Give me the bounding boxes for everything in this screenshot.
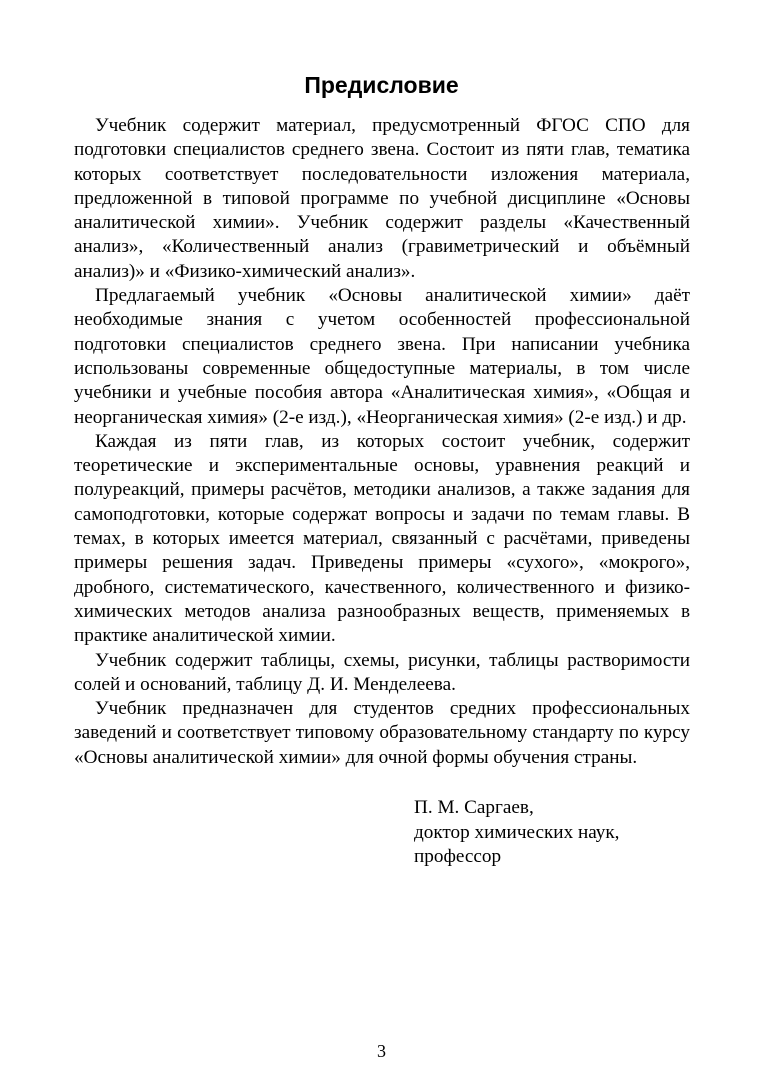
paragraph-2: Предлагаемый учебник «Основы аналитической химии» даёт необходимые знания с учетом особенностей профессиональной подготовки специалистов среднего звена. При написании учебника использованы современные общедоступные материалы, в том числе учебники и учебные пособия автора «Аналитическая химия», «Общая и неорганическая химия» (2-е изд.), «Неорганическая химия» (2-е изд.) и др. bbox=[74, 285, 690, 428]
preface-body bbox=[74, 114, 690, 770]
author-position: профессор bbox=[414, 846, 502, 867]
page-title: Предисловие bbox=[304, 72, 459, 98]
author-signature bbox=[414, 796, 619, 870]
paragraph-4: Учебник содержит таблицы, схемы, рисунки, таблицы растворимости солей и оснований, таблицу Д. И. Менделеева. bbox=[74, 649, 690, 695]
author-name: П. М. Саргаев, bbox=[414, 797, 534, 818]
author-degree: доктор химических наук, bbox=[414, 821, 620, 843]
paragraph-5: Учебник предназначен для студентов средних профессиональных заведений и соответствует типовому образовательному стандарту по курсу «Основы аналитической химии» для очной формы обучения страны. bbox=[74, 698, 690, 768]
paragraph-1: Учебник содержит материал, предусмотренный ФГОС СПО для подготовки специалистов среднего звена. Состоит из пяти глав, тематика которых соответствует последовательности изложения материала, предложенной в типовой программе по учебной дисциплине «Основы аналитической химии». Учебник содержит разделы «Качественный анализ», «Количественный анализ (гравиметрический и объёмный анализ)» и «Физико-химический анализ». bbox=[74, 115, 690, 282]
paragraph-3: Каждая из пяти глав, из которых состоит учебник, содержит теоретические и экспериментальные основы, уравнения реакций и полуреакций, примеры расчётов, методики анализов, а также задания для самоподготовки, которые содержат вопросы и задачи по темам главы. В темах, в которых имеется материал, связанный с расчётами, приведены примеры решения задач. Приведены примеры «сухого», «мокрого», дробного, систематического, качественного, количественного и физико-химических методов анализа разнообразных веществ, применяемых в практике аналитической химии. bbox=[74, 430, 690, 647]
page-number: 3 bbox=[377, 1041, 386, 1061]
